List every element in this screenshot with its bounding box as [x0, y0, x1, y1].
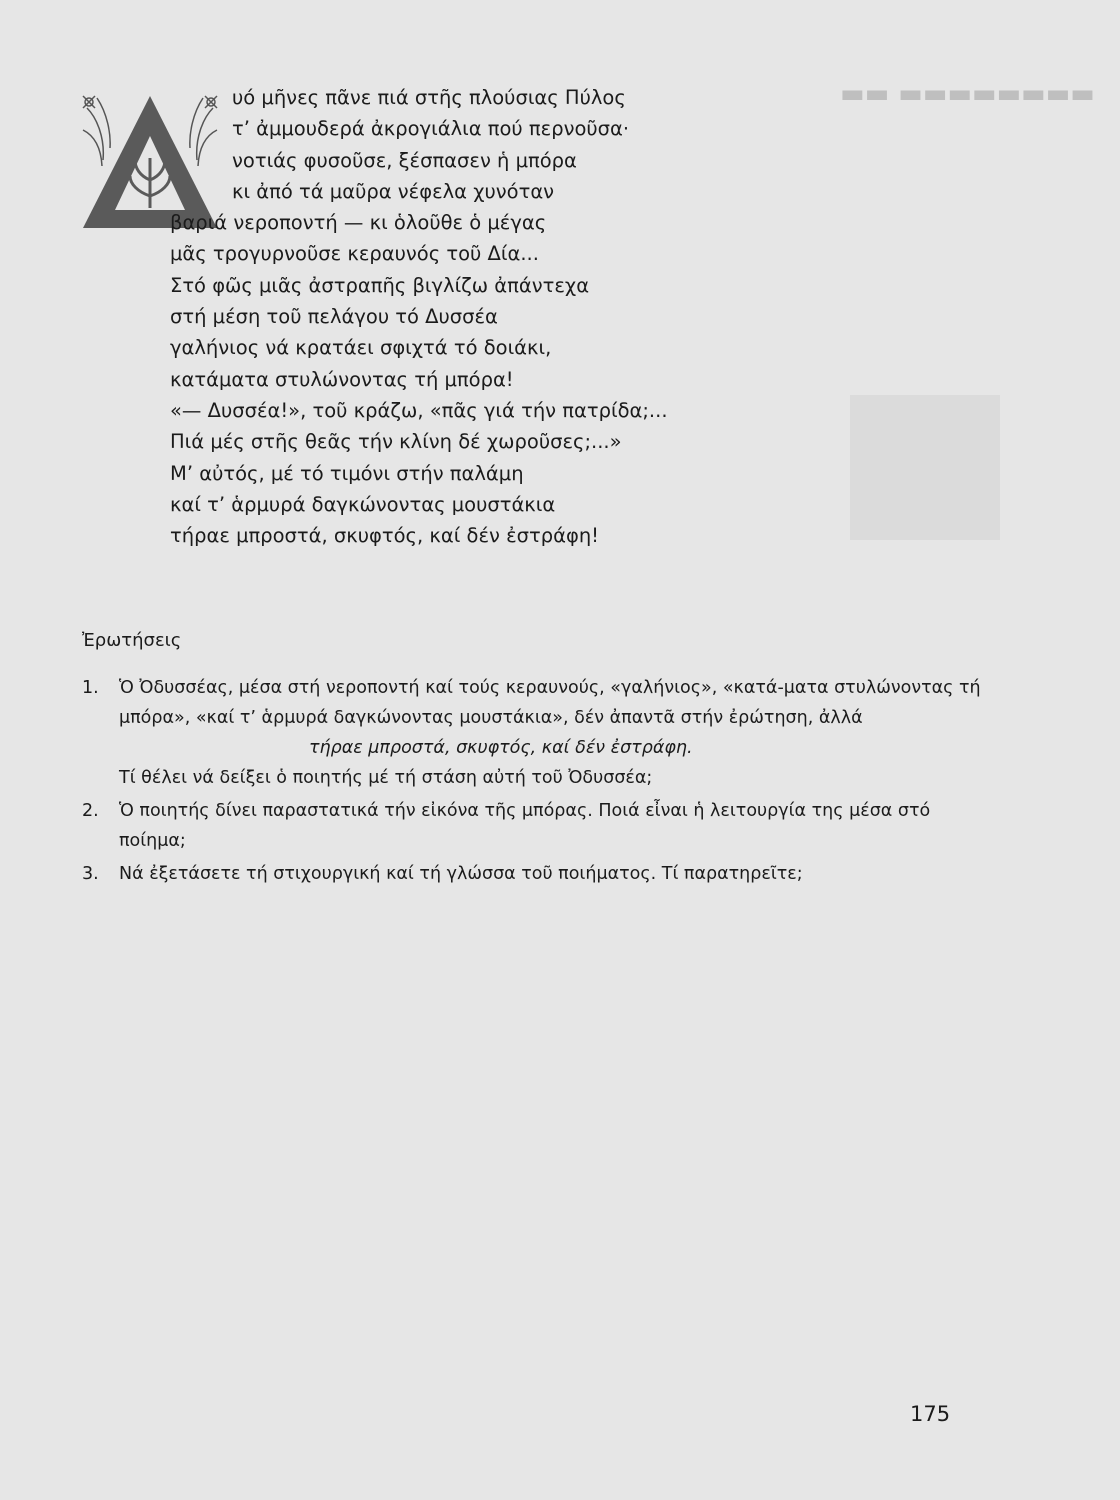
question-item — [82, 859, 982, 889]
question-number: 2. — [82, 801, 99, 821]
poem-line: υό μῆνες πᾶνε πιά στῆς πλούσιας Πύλος — [232, 86, 626, 109]
poem-line: τ’ ἀμμουδερά ἀκρογιάλια πού περνοῦσα· — [232, 117, 630, 141]
question-followup: Τί θέλει νά δείξει ὁ ποιητής μέ τή στάση αὐτή τοῦ Ὀδυσσέα; — [119, 768, 653, 788]
poem-line: τήραε μπροστά, σκυφτός, καί δέν ἐστράφη! — [170, 524, 599, 548]
question-text: Νά ἐξετάσετε τή στιχουργική καί τή γλώσσα τοῦ ποιήματος. Τί παρατηρεῖτε; — [119, 864, 803, 884]
poem-line: καί τ’ ἁρμυρά δαγκώνοντας μουστάκια — [170, 492, 556, 516]
question-number: 3. — [82, 864, 99, 884]
poem-line: γαλήνιος νά κρατάει σφιχτά τό δοιάκι, — [170, 336, 552, 360]
question-number: 1. — [82, 678, 99, 698]
question-item — [82, 796, 982, 856]
question-text: Ὁ Ὀδυσσέας, μέσα στή νεροποντή καί τούς κεραυνούς, «γαλήνιος», «κατά-ματα στυλώνοντας τή μπόρα», «καί τ’ ἁρμυρά δαγκώνοντας μουστάκια», δέν ἀπαντᾶ στήν ἐρώτηση, ἀλλά — [119, 678, 981, 728]
poem-line: «— Δυσσέα!», τοῦ κράζω, «πᾶς γιά τήν πατρίδα;... — [170, 398, 668, 422]
question-text: Ὁ ποιητής δίνει παραστατικά τήν εἰκόνα τῆς μπόρας. Ποιά εἶναι ἡ λειτουργία της μέσα στό ποίημα; — [119, 801, 931, 851]
poem-line: μᾶς τρογυρνοῦσε κεραυνός τοῦ Δία... — [170, 242, 539, 266]
questions-list — [82, 673, 982, 892]
poem-line: Στό φῶς μιᾶς ἀστραπῆς βιγλίζω ἀπάντεχα — [170, 273, 590, 297]
poem-line: νοτιάς φυσοῦσε, ξέσπασεν ἡ μπόρα — [232, 148, 577, 172]
poem-line: κατάματα στυλώνοντας τή μπόρα! — [170, 367, 514, 391]
question-item — [82, 673, 982, 793]
poem-text — [170, 82, 668, 551]
poem-line: στή μέση τοῦ πελάγου τό Δυσσέα — [170, 305, 498, 329]
bleed-through-drop-cap — [850, 395, 1000, 540]
poem-line: κι ἀπό τά μαῦρα νέφελα χυνόταν — [232, 179, 555, 203]
page-number: 175 — [910, 1402, 951, 1426]
questions-heading: Ἐρωτήσεις — [82, 630, 182, 651]
poem-line: Πιά μές στῆς θεᾶς τήν κλίνη δέ χωροῦσες;...» — [170, 430, 622, 454]
poem-line: Μ’ αὐτός, μέ τό τιμόνι στήν παλάμη — [170, 461, 524, 485]
bleed-through-title: ▬▬ ▬▬▬▬▬▬▬▬ — [840, 79, 1095, 109]
poem-line: βαριά νεροποντή — κι ὁλοῦθε ὁ μέγας — [170, 211, 547, 235]
question-quote: τήραε μπροστά, σκυφτός, καί δέν ἐστράφη. — [309, 738, 693, 758]
